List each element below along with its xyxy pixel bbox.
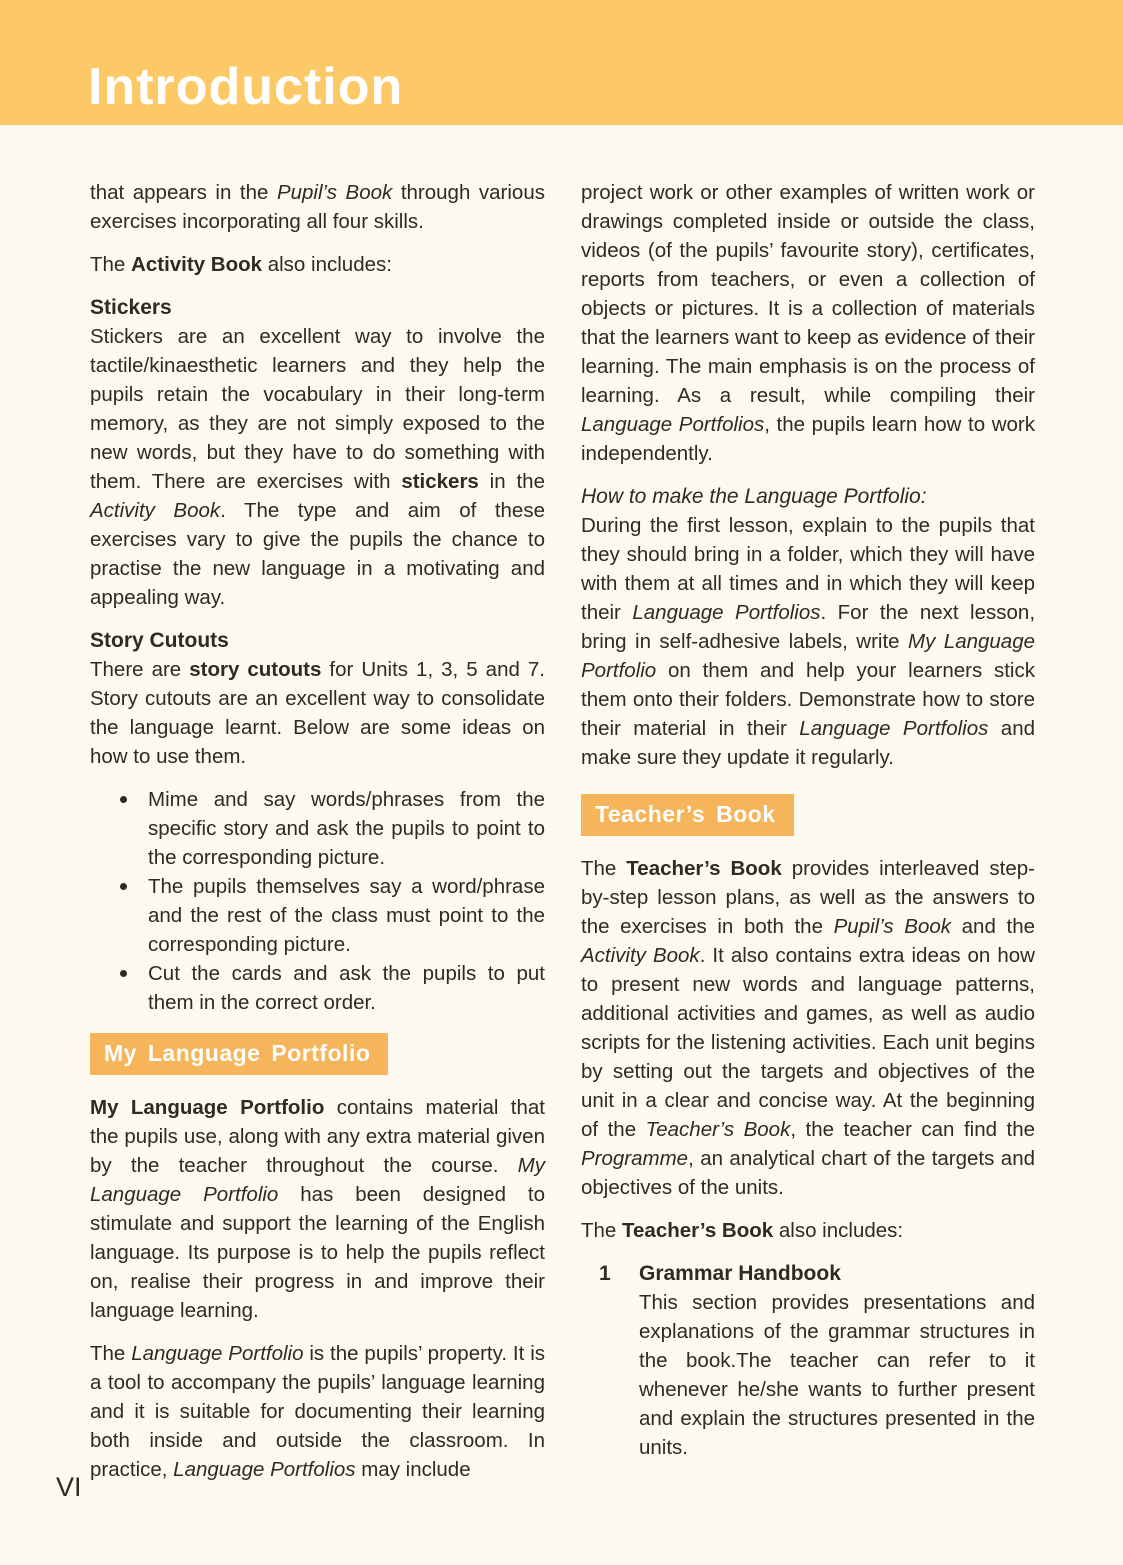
bullet-icon (120, 883, 127, 890)
paragraph-portfolio-contents: project work or other examples of written work or drawings completed inside or outside the class, videos (of the pupils’ favourite story), certificates, reports from teachers, or even a collection of objects or pictures. It is a collection of materials that the learners want to keep as evidence of their learning. The main emphasis is on the process of learning. As a result, while compiling their Language Portfolios, the pupils learn how to work independently. (581, 181, 1036, 465)
right-column (581, 178, 1035, 1462)
subheading-how-to-make-portfolio: How to make the Language Portfolio: (581, 485, 927, 508)
item-number: 1 (599, 1262, 611, 1285)
section-banner-label: My Language Portfolio (104, 1040, 371, 1066)
paragraph-teachers-book: The Teacher’s Book provides interleaved step-by-step lesson plans, as well as the answers to the exercises in both the Pupil’s Book and the Activity Book. It also contains extra ideas on how to present new words and language patterns, additional activities and games, as well as audio scripts for the listening activities. Each unit begins by setting out the targets and objectives of the unit in a clear and concise way. At the beginning of the Teacher’s Book, the teacher can find the Programme, an analytical chart of the targets and objectives of the units. (581, 857, 1035, 1199)
subheading-story-cutouts: Story Cutouts (90, 629, 229, 652)
section-banner-my-language-portfolio (90, 1033, 388, 1075)
paragraph-teachers-book-includes: The Teacher’s Book also includes: (581, 1219, 904, 1242)
list-item-text: Mime and say words/phrases from the specific story and ask the pupils to point to the corresponding picture. (148, 788, 545, 869)
numbered-item-grammar-handbook (581, 1259, 1035, 1462)
bullet-icon (120, 970, 127, 977)
paragraph-how-to-make-portfolio: During the first lesson, explain to the pupils that they should bring in a folder, which they will have with them at all times and in which they will keep their Language Portfolios. For the next lesson, bring in self-adhesive labels, write My Language Portfolio on them and help your learners stick them onto their folders. Demonstrate how to store their material in their Language Portfolios and make sure they update it regularly. (581, 514, 1036, 769)
list-item (90, 785, 545, 872)
page-header-banner (0, 0, 1123, 125)
paragraph-my-language-portfolio-1: My Language Portfolio contains material that the pupils use, along with any extra material given by the teacher throughout the course. My Language Portfolio has been designed to stimulate and support the learning of the English language. Its purpose is to help the pupils reflect on, realise their progress in and improve their language learning. (90, 1096, 546, 1322)
subheading-stickers: Stickers (90, 296, 172, 319)
list-item-text: The pupils themselves say a word/phrase and the rest of the class must point to the corresponding picture. (148, 875, 545, 956)
bullet-icon (120, 796, 127, 803)
bullet-list (90, 785, 545, 1017)
page-number: VI (56, 1472, 82, 1502)
page-title: Introduction (88, 58, 404, 116)
paragraph-activity-book-includes: The Activity Book also includes: (90, 253, 392, 276)
left-column (90, 178, 545, 1498)
list-item-text: Cut the cards and ask the pupils to put them in the correct order. (148, 962, 545, 1014)
item-title: Grammar Handbook (639, 1262, 841, 1285)
paragraph-my-language-portfolio-2: The Language Portfolio is the pupils’ property. It is a tool to accompany the pupils’ language learning and it is suitable for documenting their learning both inside and outside the classroom. In practice, Language Portfolios may include (90, 1342, 545, 1481)
list-item (90, 959, 545, 1017)
section-banner-teachers-book (581, 794, 794, 836)
paragraph-stickers: Stickers are an excellent way to involve the tactile/kinaesthetic learners and they help the pupils retain the vocabulary in their long-term memory, as they are not simply exposed to the new words, but they have to do something with them. There are exercises with stickers in the Activity Book. The type and aim of these exercises vary to give the pupils the chance to practise the new language in a motivating and appealing way. (90, 325, 545, 609)
paragraph-story-cutouts: There are story cutouts for Units 1, 3, 5 and 7. Story cutouts are an excellent way to consolidate the language learnt. Below are some ideas on how to use them. (90, 658, 545, 768)
item-body: This section provides presentations and explanations of the grammar structures in the book.The teacher can refer to it whenever he/she wants to further present and explain the structures presented in the units. (639, 1291, 1035, 1459)
section-banner-label: Teacher’s Book (595, 801, 776, 827)
list-item (90, 872, 545, 959)
paragraph-intro-continued: that appears in the Pupil’s Book through various exercises incorporating all four skills. (90, 181, 545, 233)
